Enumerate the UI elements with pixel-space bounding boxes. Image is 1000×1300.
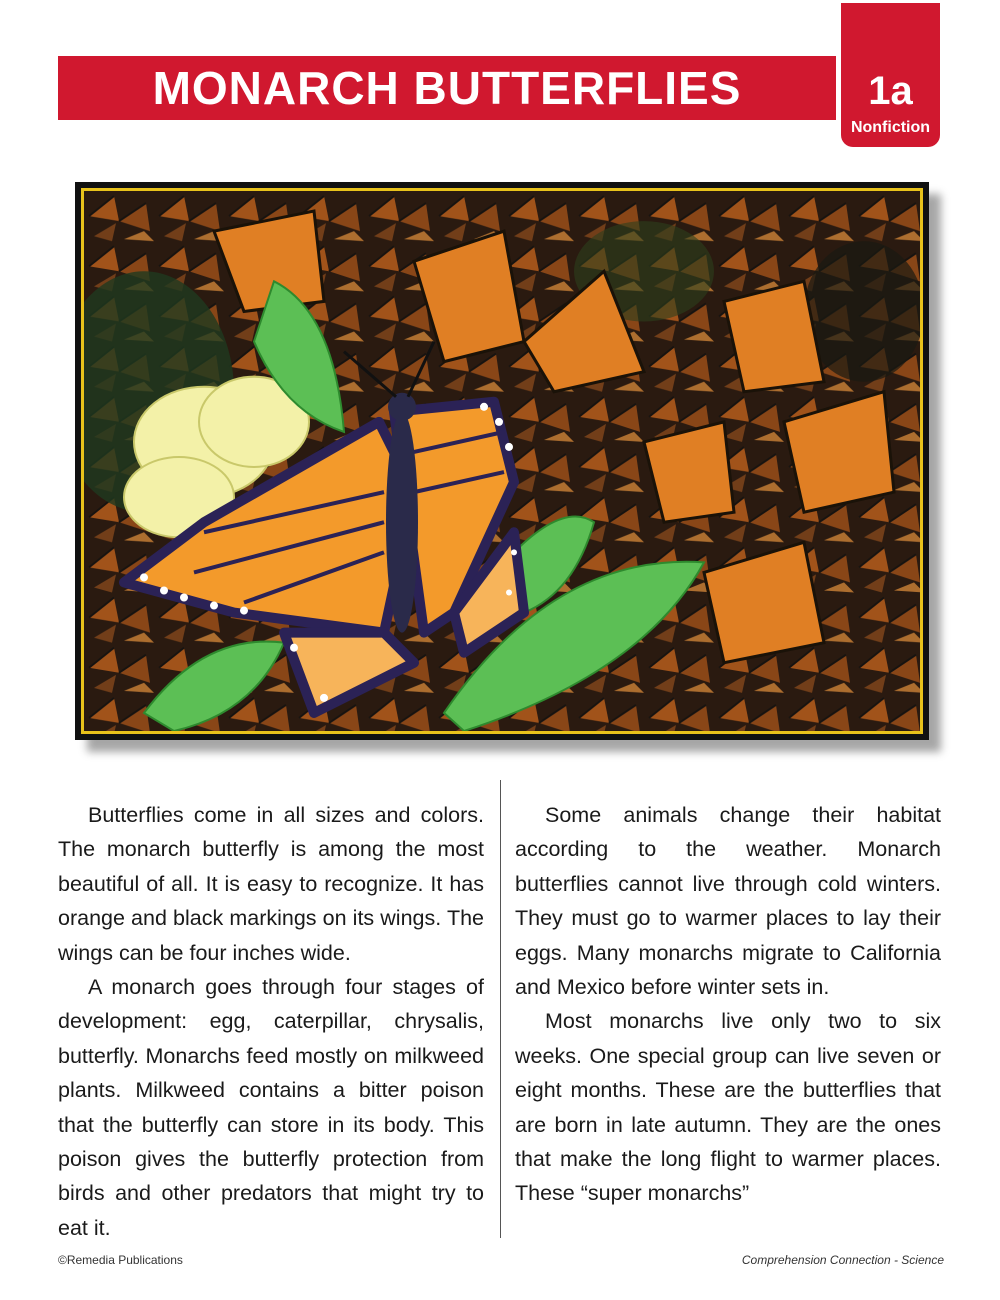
monarch-butterfly-image: [84, 191, 920, 731]
copyright-notice: ©Remedia Publications: [58, 1253, 183, 1267]
column-divider: [500, 780, 501, 1238]
article-column-left: [58, 798, 484, 1245]
monarch-illustration: [81, 188, 923, 734]
lesson-number: 1a: [868, 69, 913, 113]
article-column-right: [515, 798, 941, 1211]
paragraph: A monarch goes through four stages of development: egg, caterpillar, chrysalis, butterfly. Monarchs feed mostly on milkweed plants. Milkweed contains a bitter poison that the butterfly can store in its body. This poison gives the butterfly protection from birds and other predators that might try to eat it.: [58, 975, 484, 1240]
page-title: MONARCH BUTTERFLIES: [152, 62, 742, 114]
lesson-genre: Nonfiction: [850, 119, 931, 136]
lesson-tab: [841, 3, 940, 147]
illustration-frame: [75, 182, 929, 740]
paragraph: Some animals change their habitat according to the weather. Monarch butterflies cannot live through cold winters. They must go to warmer places to lay their eggs. Many monarchs migrate to California and Mexico before winter sets in.: [515, 803, 941, 1000]
paragraph: Most monarchs live only two to six weeks. One special group can live seven or eight months. These are the butterflies that are born in late autumn. They are the ones that make the long flight to warmer places. These “super monarchs”: [515, 1009, 941, 1206]
paragraph: Butterflies come in all sizes and colors. The monarch butterfly is among the most beautiful of all. It is easy to recognize. It has orange and black markings on its wings. The wings can be four inches wide.: [58, 803, 484, 965]
title-banner: [58, 56, 836, 120]
series-name: Comprehension Connection - Science: [741, 1253, 944, 1267]
